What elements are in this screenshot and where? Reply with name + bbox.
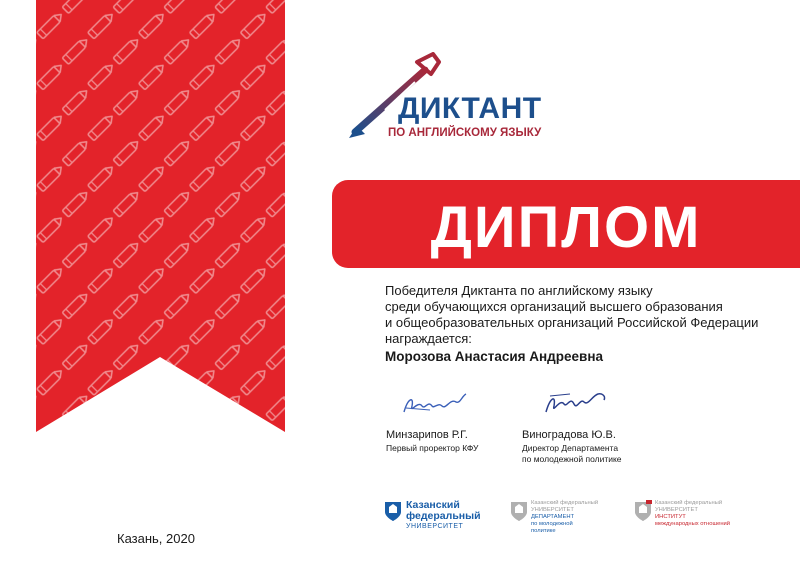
- red-ribbon: [0, 0, 285, 432]
- signature-2-icon: [540, 388, 610, 418]
- awardee-name: Морозова Анастасия Андреевна: [385, 349, 603, 364]
- department-logo-text: Казанский федеральный УНИВЕРСИТЕТ ДЕПАРТАМЕНТ по молодежной политике: [531, 500, 599, 534]
- description-line: среди обучающихся организаций высшего образования: [385, 299, 723, 314]
- signer-2-name: Виноградова Ю.В.: [522, 429, 616, 441]
- institute-emblem-icon: [634, 500, 652, 522]
- institute-logo-text: Казанский федеральный УНИВЕРСИТЕТ ИНСТИТУТ международных отношений: [655, 500, 731, 527]
- signer-1-position: Первый проректор КФУ: [386, 443, 479, 453]
- description-line: Победителя Диктанта по английскому языку: [385, 283, 653, 298]
- city-year: Казань, 2020: [117, 531, 195, 546]
- logo-subtitle: ПО АНГЛИЙСКОМУ ЯЗЫКУ: [388, 127, 542, 139]
- award-description: [385, 283, 758, 347]
- kfu-logo-subtext: УНИВЕРСИТЕТ: [406, 523, 464, 530]
- banner-title: ДИПЛОМ: [430, 195, 702, 260]
- kfu-emblem-icon: [384, 500, 402, 522]
- signer-1-name: Минзарипов Р.Г.: [386, 429, 468, 441]
- logo-title: ДИКТАНТ: [398, 92, 542, 125]
- signer-2-position: Директор Департамента по молодежной политике: [522, 443, 622, 464]
- department-emblem-icon: [510, 500, 528, 522]
- description-line: награждается:: [385, 331, 472, 346]
- description-line: и общеобразовательных организаций Российской Федерации: [385, 315, 759, 330]
- diploma-banner: [332, 180, 800, 268]
- signature-1-icon: [400, 392, 470, 418]
- kfu-logo-text: Казанский федеральный: [406, 499, 481, 522]
